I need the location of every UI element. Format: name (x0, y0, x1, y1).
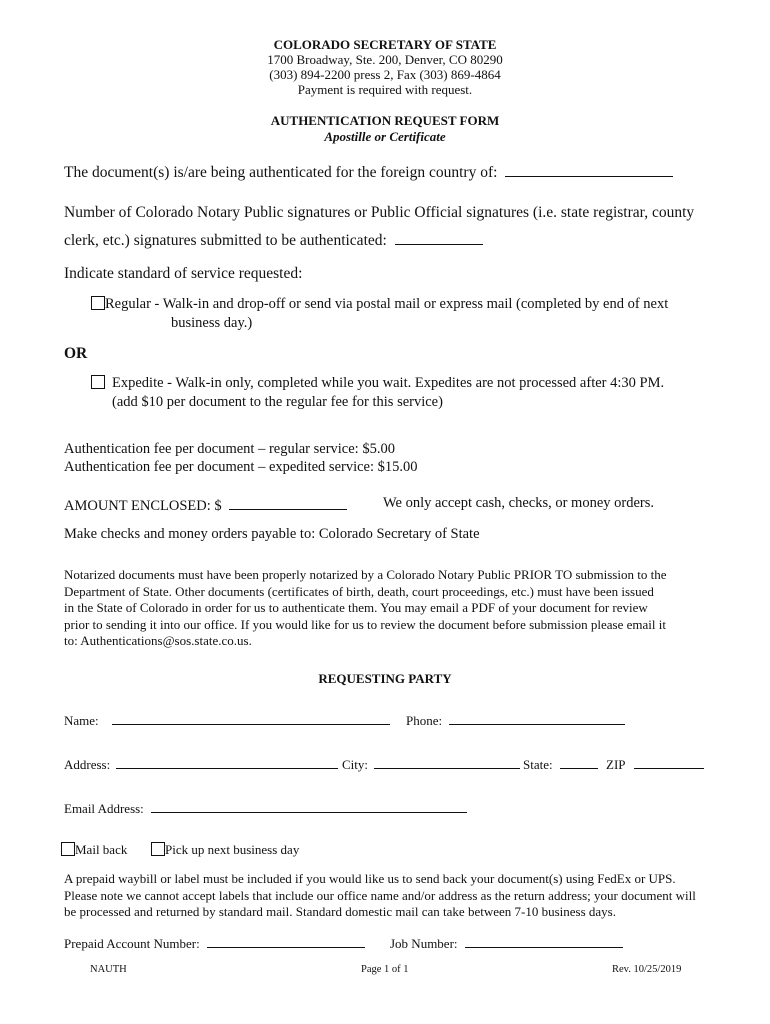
waybill-line: Please note we cannot accept labels that include our office name and/or address as the return address; your document will (64, 887, 696, 903)
mail-back-option[interactable] (61, 842, 127, 858)
office-phone: (303) 894-2200 press 2, Fax (303) 869-4864 (269, 67, 501, 82)
name-row (64, 710, 390, 729)
accept-note: We only accept cash, checks, or money orders. (383, 495, 655, 511)
pickup-label: Pick up next business day (165, 842, 300, 857)
or-label: OR (64, 345, 88, 362)
zip-row (606, 754, 704, 773)
notice-paragraph (64, 567, 714, 650)
expedite-checkbox[interactable] (91, 375, 105, 389)
city-field[interactable] (374, 754, 520, 769)
office-name: COLORADO SECRETARY OF STATE (273, 37, 497, 52)
country-label: The document(s) is/are being authenticated for the foreign country of: (64, 164, 498, 181)
city-label: City: (342, 757, 369, 772)
state-label: State: (523, 757, 553, 772)
job-field[interactable] (465, 933, 623, 948)
form-code: NAUTH (90, 964, 127, 975)
state-row (523, 754, 598, 773)
expedite-label: Expedite - Walk-in only, completed while you wait. Expedites are not processed after 4:30 PM. (112, 375, 665, 391)
name-field[interactable] (112, 710, 390, 725)
revision-date: Rev. 10/25/2019 (612, 964, 682, 975)
zip-field[interactable] (634, 754, 704, 769)
regular-label: Regular - Walk-in and drop-off or send via postal mail or express mail (completed by end of next (105, 296, 669, 312)
email-row (64, 798, 467, 817)
state-field[interactable] (560, 754, 598, 769)
job-label: Job Number: (390, 936, 458, 951)
notice-line: Department of State. Other documents (certificates of birth, death, court proceedings, etc.) must have been issued (64, 583, 654, 599)
mail-back-checkbox[interactable] (61, 842, 75, 856)
email-label: Email Address: (64, 801, 144, 816)
payment-note: Payment is required with request. (297, 82, 473, 97)
address-field[interactable] (116, 754, 338, 769)
regular-fee: Authentication fee per document – regular service: $5.00 (64, 441, 395, 457)
address-row (64, 754, 338, 773)
regular-option[interactable] (91, 296, 668, 313)
notice-line: Notarized documents must have been properly notarized by a Colorado Notary Public PRIOR TO submission to the (64, 567, 667, 582)
signatures-label: clerk, etc.) signatures submitted to be authenticated: (64, 232, 387, 249)
service-prompt: Indicate standard of service requested: (64, 265, 303, 282)
notice-line: prior to sending it into our office. If you would like for us to review the document before submission please email it (64, 616, 666, 632)
notice-line: in the State of Colorado in order for us to authenticate them. You may email a PDF of your document for review (64, 600, 648, 615)
prepaid-row (64, 933, 365, 952)
job-row (390, 933, 623, 952)
email-field[interactable] (151, 798, 467, 813)
waybill-line: A prepaid waybill or label must be included if you would like us to send back your document(s) using FedEx or UPS. (64, 871, 676, 886)
city-row (342, 754, 520, 773)
phone-field[interactable] (449, 710, 625, 725)
regular-checkbox[interactable] (91, 296, 105, 310)
waybill-line: be processed and returned by standard mail. Standard domestic mail can take between 7-10 business days. (64, 904, 616, 919)
regular-label-line2: business day.) (171, 315, 253, 331)
prepaid-field[interactable] (207, 933, 365, 948)
address-label: Address: (64, 757, 111, 772)
notice-line: to: Authentications@sos.state.co.us. (64, 633, 252, 648)
signatures-line1: Number of Colorado Notary Public signatures or Public Official signatures (i.e. state registrar, county (64, 204, 695, 221)
payable-to: Make checks and money orders payable to: Colorado Secretary of State (64, 526, 480, 542)
name-label: Name: (64, 713, 99, 728)
office-address: 1700 Broadway, Ste. 200, Denver, CO 80290 (267, 52, 503, 67)
phone-row (406, 710, 625, 729)
pickup-option[interactable] (151, 842, 299, 858)
mail-back-label: Mail back (75, 842, 128, 857)
country-question (64, 162, 673, 182)
expedited-fee: Authentication fee per document – expedited service: $15.00 (64, 459, 418, 475)
country-field[interactable] (505, 162, 673, 177)
expedite-label-line2: (add $10 per document to the regular fee for this service) (112, 394, 443, 410)
signatures-question (64, 230, 483, 250)
form-subtitle: Apostille or Certificate (324, 129, 446, 144)
amount-label: AMOUNT ENCLOSED: $ (64, 498, 222, 514)
expedite-option[interactable] (91, 375, 664, 392)
phone-label: Phone: (406, 713, 443, 728)
prepaid-label: Prepaid Account Number: (64, 936, 200, 951)
requesting-party-heading: REQUESTING PARTY (318, 671, 452, 686)
form-title: AUTHENTICATION REQUEST FORM (270, 113, 500, 128)
zip-label: ZIP (606, 757, 626, 772)
pickup-checkbox[interactable] (151, 842, 165, 856)
page-number: Page 1 of 1 (361, 964, 409, 975)
waybill-paragraph (64, 871, 744, 921)
amount-enclosed (64, 495, 347, 515)
amount-field[interactable] (229, 495, 347, 510)
signatures-count-field[interactable] (395, 230, 483, 245)
